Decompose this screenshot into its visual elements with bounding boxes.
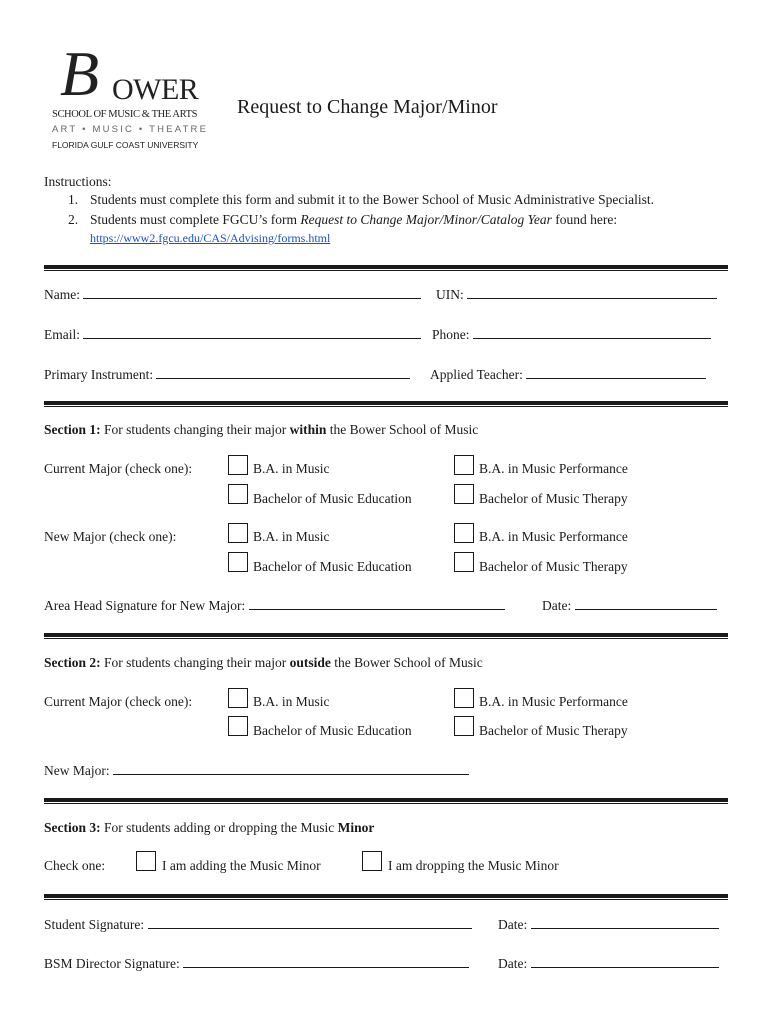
logo-school-name: SCHOOL OF MUSIC & THE ARTS (52, 109, 198, 120)
director-signature-label: BSM Director Signature: (44, 956, 180, 971)
s1-new-music-education-checkbox[interactable] (228, 552, 248, 572)
advising-forms-link[interactable]: https://www2.fgcu.edu/CAS/Advising/forms.html (90, 231, 331, 245)
s1-current-ba-performance-label: B.A. in Music Performance (479, 461, 628, 476)
adding-minor-label: I am adding the Music Minor (162, 858, 321, 873)
page-title: Request to Change Major/Minor (237, 96, 498, 118)
director-date-field[interactable] (498, 955, 719, 972)
dropping-minor-checkbox[interactable] (362, 851, 382, 871)
s2-current-music-education-checkbox[interactable] (228, 716, 248, 736)
email-field[interactable] (44, 326, 421, 343)
student-signature-field[interactable] (44, 916, 472, 933)
s1-current-ba-performance-checkbox[interactable] (454, 455, 474, 475)
s1-new-major-label: New Major (check one): (44, 529, 177, 544)
s1-new-ba-performance-label: B.A. in Music Performance (479, 529, 628, 544)
name-field[interactable] (44, 286, 421, 303)
director-date-label: Date: (498, 956, 528, 971)
s1-new-ba-performance-checkbox[interactable] (454, 523, 474, 543)
section-2-heading: Section 2: For students changing their major outside the Bower School of Music (44, 655, 483, 670)
instrument-label: Primary Instrument: (44, 367, 154, 382)
instruction-2-pre: Students must complete FGCU’s form (90, 212, 301, 227)
logo-university: FLORIDA GULF COAST UNIVERSITY (52, 140, 199, 150)
divider (44, 401, 728, 405)
director-signature-field[interactable] (44, 955, 469, 972)
divider (44, 798, 728, 802)
instrument-field[interactable] (44, 366, 410, 383)
instructions-heading: Instructions: (44, 174, 112, 189)
divider (44, 265, 728, 269)
s1-current-major-label: Current Major (check one): (44, 461, 193, 476)
s2-current-ba-performance-checkbox[interactable] (454, 688, 474, 708)
s1-current-ba-music-label: B.A. in Music (253, 461, 330, 476)
name-label: Name: (44, 287, 80, 302)
instruction-2-form-name: Request to Change Major/Minor/Catalog Year (300, 212, 552, 227)
instruction-2-post: found here: (551, 212, 618, 227)
instruction-1-text: Students must complete this form and submit it to the Bower School of Music Administrative Specialist. (90, 192, 654, 207)
area-head-date-label: Date: (542, 598, 572, 613)
adding-minor-checkbox[interactable] (136, 851, 156, 871)
instruction-2-text (90, 212, 617, 228)
s1-current-music-therapy-label: Bachelor of Music Therapy (479, 491, 628, 506)
divider (44, 633, 728, 637)
teacher-field[interactable] (430, 366, 706, 383)
s2-current-music-therapy-label: Bachelor of Music Therapy (479, 723, 628, 738)
dropping-minor-label: I am dropping the Music Minor (388, 858, 559, 873)
section-1-heading: Section 1: For students changing their major within the Bower School of Music (44, 422, 479, 437)
phone-field[interactable] (432, 326, 711, 343)
s1-current-music-therapy-checkbox[interactable] (454, 484, 474, 504)
area-head-signature-label: Area Head Signature for New Major: (44, 598, 246, 613)
s2-current-music-therapy-checkbox[interactable] (454, 716, 474, 736)
uin-label: UIN: (436, 287, 464, 302)
section-2-label: Section 2: (44, 655, 101, 670)
area-head-signature-field[interactable] (44, 597, 505, 614)
s2-current-ba-music-label: B.A. in Music (253, 694, 330, 709)
logo-wordmark: OWER (112, 73, 199, 106)
s1-new-ba-music-checkbox[interactable] (228, 523, 248, 543)
s2-current-ba-performance-label: B.A. in Music Performance (479, 694, 628, 709)
s1-new-ba-music-label: B.A. in Music (253, 529, 330, 544)
divider (44, 894, 728, 898)
s2-new-major-label: New Major: (44, 763, 110, 778)
student-signature-label: Student Signature: (44, 917, 145, 932)
instruction-1-number: 1. (68, 192, 79, 207)
logo-disciplines: ART • MUSIC • THEATRE (52, 124, 209, 135)
s1-current-music-education-checkbox[interactable] (228, 484, 248, 504)
s1-current-ba-music-checkbox[interactable] (228, 455, 248, 475)
s1-current-music-education-label: Bachelor of Music Education (253, 491, 412, 506)
s1-new-music-therapy-checkbox[interactable] (454, 552, 474, 572)
s1-new-music-therapy-label: Bachelor of Music Therapy (479, 559, 628, 574)
logo-script-letter: B (60, 38, 100, 109)
s2-current-major-label: Current Major (check one): (44, 694, 193, 709)
s1-new-music-education-label: Bachelor of Music Education (253, 559, 412, 574)
section-3-heading: Section 3: For students adding or dropping the Music Minor (44, 820, 375, 835)
phone-label: Phone: (432, 327, 470, 342)
email-label: Email: (44, 327, 80, 342)
student-date-label: Date: (498, 917, 528, 932)
check-one-label: Check one: (44, 858, 106, 873)
s2-current-ba-music-checkbox[interactable] (228, 688, 248, 708)
instruction-2-number: 2. (68, 212, 79, 227)
area-head-date-field[interactable] (542, 597, 717, 614)
bower-logo (50, 40, 210, 158)
s2-current-music-education-label: Bachelor of Music Education (253, 723, 412, 738)
s2-new-major-field[interactable] (44, 762, 469, 779)
section-3-label: Section 3: (44, 820, 101, 835)
teacher-label: Applied Teacher: (430, 367, 523, 382)
section-1-label: Section 1: (44, 422, 101, 437)
student-date-field[interactable] (498, 916, 719, 933)
uin-field[interactable] (436, 286, 717, 303)
